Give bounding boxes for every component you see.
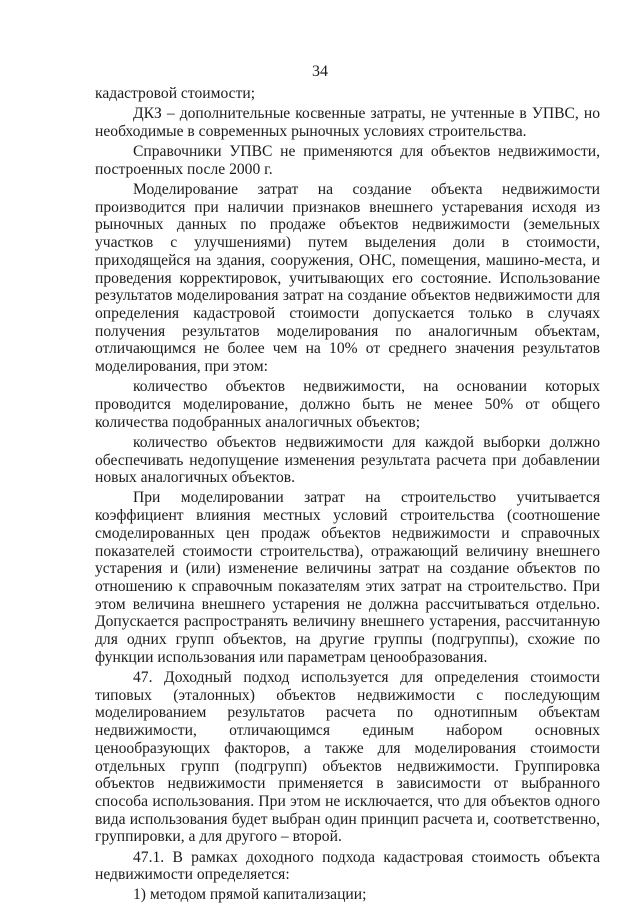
paragraph: количество объектов недвижимости, на основании которых проводится моделирование, должно быть не менее 50% от общего количества подобранных аналогичных объектов; <box>95 378 600 431</box>
paragraph: количество объектов недвижимости для каждой выборки должно обеспечивать недопущение изменения результата расчета при добавлении новых аналогичных объектов. <box>95 433 600 487</box>
paragraph: При моделировании затрат на строительство учитывается коэффициент влияния местных условий строительства (соотношение смоделированных цен продаж объектов недвижимости и справочных показателей стоимости строительства), отражающий величину внешнего устарения и (или) изменение величины затрат на создание объектов по отношению к справочным показателям этих затрат на строительство. При этом величина внешнего устарения не должна рассчитываться отдельно. Допускается распространять величину внешнего устарения, рассчитанную для одних групп объектов, на другие группы (подгруппы), схожие по функции использования или параметрам ценообразования. <box>95 489 600 666</box>
page-number: 34 <box>312 63 328 80</box>
paragraph: кадастровой стоимости; <box>95 85 256 102</box>
paragraph: ДКЗ – дополнительные косвенные затраты, не учтенные в УПВС, но необходимые в современных рыночных условиях строительства. <box>95 105 600 140</box>
paragraph: 1) методом прямой капитализации; <box>133 886 367 904</box>
paragraph: Справочники УПВС не применяются для объектов недвижимости, построенных после 2000 г. <box>95 143 600 178</box>
paragraph: 47. Доходный подход используется для определения стоимости типовых (эталонных) объектов недвижимости с последующим моделированием результатов расчета по однотипным объектам недвижимости, отличающимся единым набором основных ценообразующих факторов, а также для моделирования стоимости отдельных групп (подгрупп) объектов недвижимости. Группировка объектов недвижимости применяется в зависимости от выбранного способа использования. При этом не исключается, что для объектов одного вида использования будет выбран один принцип расчета и, соответственно, группировки, а для другого – второй. <box>95 669 600 846</box>
document-body <box>95 85 600 904</box>
paragraph: 47.1. В рамках доходного подхода кадастровая стоимость объекта недвижимости определяется: <box>95 848 600 884</box>
paragraph: Моделирование затрат на создание объекта недвижимости производится при наличии признаков внешнего устаревания исходя из рыночных данных по продаже объектов недвижимости (земельных участков с улучшениями) путем выделения доли в стоимости, приходящейся на здания, сооружения, ОНС, помещения, машино-места, и проведения корректировок, учитывающих его состояние. Использование результатов моделирования затрат на создание объектов недвижимости для определения кадастровой стоимости допускается только в случаях получения результатов моделирования по аналогичным объектам, отличающимся не более чем на 10% от среднего значения результатов моделирования, при этом: <box>95 181 600 376</box>
